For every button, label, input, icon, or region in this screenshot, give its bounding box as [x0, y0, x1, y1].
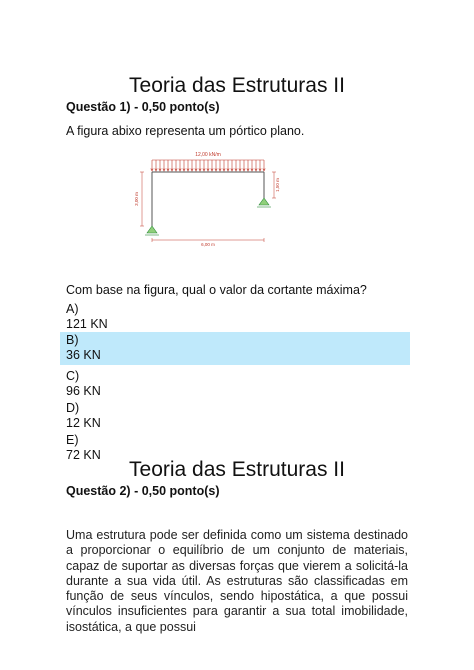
frame-lines: [152, 172, 264, 226]
option-letter: E): [66, 433, 79, 447]
option-value: 121 KN: [66, 317, 108, 331]
q1-intro: A figura abixo representa um pórtico plano.: [66, 124, 305, 138]
option-value: 96 KN: [66, 384, 101, 398]
dimension-lines: [140, 172, 276, 242]
option-value: 12 KN: [66, 416, 101, 430]
roller-support-right: [257, 198, 271, 207]
option-value: 72 KN: [66, 448, 101, 462]
answer-option[interactable]: [60, 368, 410, 401]
left-height-label: 3,00 m: [134, 192, 139, 206]
answer-option[interactable]: [60, 332, 410, 365]
q1-heading: Questão 1) - 0,50 ponto(s): [66, 100, 220, 114]
q1-title: Teoria das Estruturas II: [129, 74, 345, 97]
option-letter: D): [66, 401, 80, 415]
option-letter: C): [66, 369, 80, 383]
pin-support-left: [145, 226, 159, 235]
portico-figure: [128, 148, 288, 252]
right-height-label: 1,50 m: [275, 178, 280, 192]
option-letter: A): [66, 302, 79, 316]
load-label: 12,00 kN/m: [195, 152, 221, 158]
option-value: 36 KN: [66, 348, 101, 362]
span-label: 6,00 m: [201, 242, 215, 247]
option-letter: B): [66, 333, 79, 347]
distributed-load: [151, 160, 265, 171]
answer-option[interactable]: [60, 400, 410, 433]
q2-title: Teoria das Estruturas II: [129, 458, 345, 481]
q1-question: Com base na figura, qual o valor da cortante máxima?: [66, 283, 367, 297]
q2-heading: Questão 2) - 0,50 ponto(s): [66, 484, 220, 498]
q2-paragraph: Uma estrutura pode ser definida como um sistema destinado a proporcionar o equilíbrio de um conjunto de materiais, capaz de suportar as diversas forças que vierem a solicitá-la durante a sua vida útil. As estruturas são classificadas em função de seus vínculos, sendo hipostática, a que possui vínculos insuficientes para garantir a sua total imobilidade, isostática, a que possui: [66, 528, 408, 634]
answer-option[interactable]: [60, 301, 410, 334]
